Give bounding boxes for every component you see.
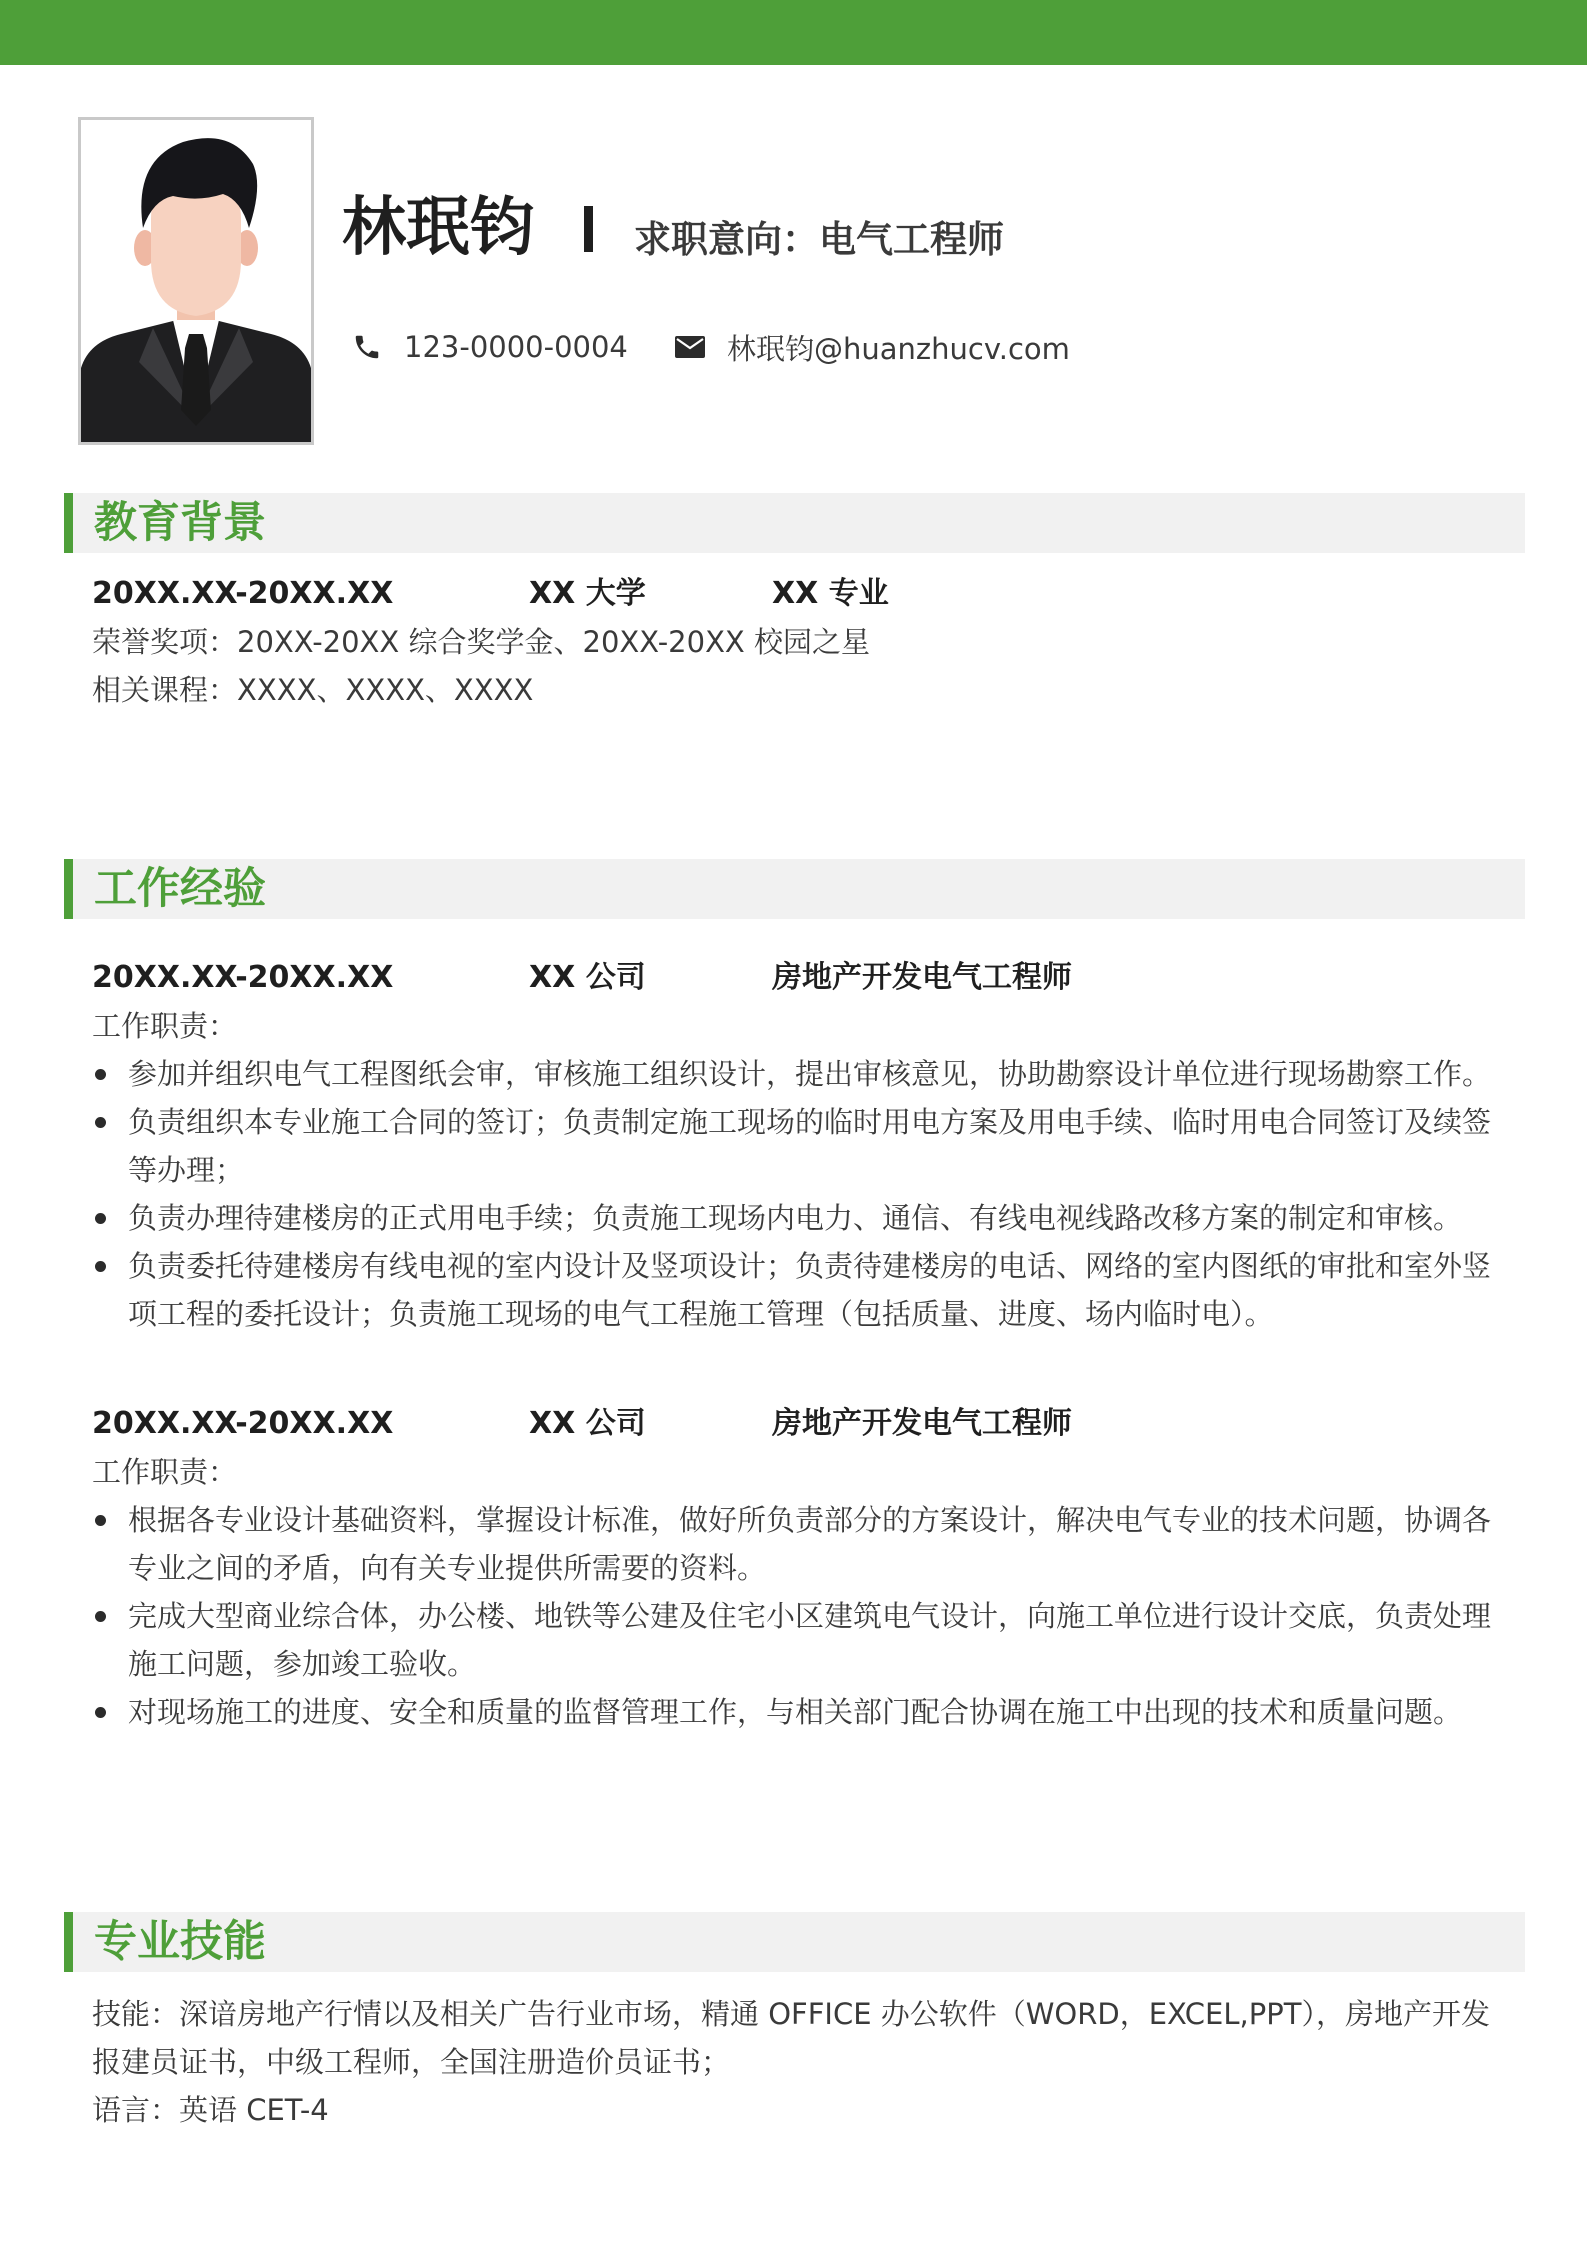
job-date: 20XX.XX-20XX.XX (92, 960, 394, 995)
language-text: 语言：英语 CET-4 (92, 2093, 329, 2127)
job-duties-list (92, 1496, 1512, 1736)
name-divider (584, 206, 593, 252)
job-company: XX 公司 (529, 960, 646, 995)
contact-email (675, 326, 1070, 368)
portrait-illustration (81, 120, 311, 442)
job-duties-label: 工作职责： (92, 1009, 238, 1043)
section-accent-bar (64, 1912, 73, 1972)
job-position: 房地产开发电气工程师 (772, 1406, 1072, 1441)
candidate-name: 林珉钧 (342, 191, 534, 265)
job-intent: 求职意向：电气工程师 (634, 218, 1004, 261)
education-honors: 荣誉奖项：20XX-20XX 综合奖学金、20XX-20XX 校园之星 (92, 625, 871, 659)
list-item: 根据各专业设计基础资料，掌握设计标准，做好所负责部分的方案设计，解决电气专业的技术问题，协调各专业之间的矛盾，向有关专业提供所需要的资料。 (92, 1496, 1512, 1592)
job-position: 房地产开发电气工程师 (772, 960, 1072, 995)
job-duties-list (92, 1050, 1512, 1338)
section-accent-bar (64, 493, 73, 553)
job-company: XX 公司 (529, 1406, 646, 1441)
education-major: XX 专业 (772, 576, 889, 611)
top-accent-bar (0, 0, 1587, 65)
list-item: 负责组织本专业施工合同的签订；负责制定施工现场的临时用电方案及用电手续、临时用电合同签订及续签等办理； (92, 1098, 1512, 1194)
list-item: 负责办理待建楼房的正式用电手续；负责施工现场内电力、通信、有线电视线路改移方案的制定和审核。 (92, 1194, 1512, 1242)
education-courses: 相关课程：XXXX、XXXX、XXXX (92, 673, 534, 707)
education-date: 20XX.XX-20XX.XX (92, 576, 394, 611)
list-item: 参加并组织电气工程图纸会审，审核施工组织设计，提出审核意见，协助勘察设计单位进行现场勘察工作。 (92, 1050, 1512, 1098)
section-title: 教育背景 (94, 498, 266, 548)
skills-text: 技能：深谙房地产行情以及相关广告行业市场，精通 OFFICE 办公软件（WORD，EXCEL,PPT），房地产开发报建员证书，中级工程师，全国注册造价员证书； (92, 1997, 1490, 2079)
job-date: 20XX.XX-20XX.XX (92, 1406, 394, 1441)
education-school: XX 大学 (529, 576, 646, 611)
section-education-header (64, 493, 1525, 553)
list-item: 负责委托待建楼房有线电视的室内设计及竖项设计；负责待建楼房的电话、网络的室内图纸的审批和室外竖项工程的委托设计；负责施工现场的电气工程施工管理（包括质量、进度、场内临时电）。 (92, 1242, 1512, 1338)
contact-phone (352, 326, 628, 368)
section-accent-bar (64, 859, 73, 919)
phone-icon (352, 332, 382, 362)
mail-icon (675, 336, 705, 358)
section-title: 专业技能 (94, 1917, 266, 1967)
list-item: 对现场施工的进度、安全和质量的监督管理工作，与相关部门配合协调在施工中出现的技术和质量问题。 (92, 1688, 1512, 1736)
section-work-header (64, 859, 1525, 919)
phone-number: 123-0000-0004 (404, 330, 628, 364)
email-address: 林珉钧@huanzhucv.com (727, 331, 1070, 366)
list-item: 完成大型商业综合体，办公楼、地铁等公建及住宅小区建筑电气设计，向施工单位进行设计交底，负责处理施工问题，参加竣工验收。 (92, 1592, 1512, 1688)
job-duties-label: 工作职责： (92, 1455, 238, 1489)
avatar (78, 117, 314, 445)
section-title: 工作经验 (94, 864, 266, 914)
section-skills-header (64, 1912, 1525, 1972)
